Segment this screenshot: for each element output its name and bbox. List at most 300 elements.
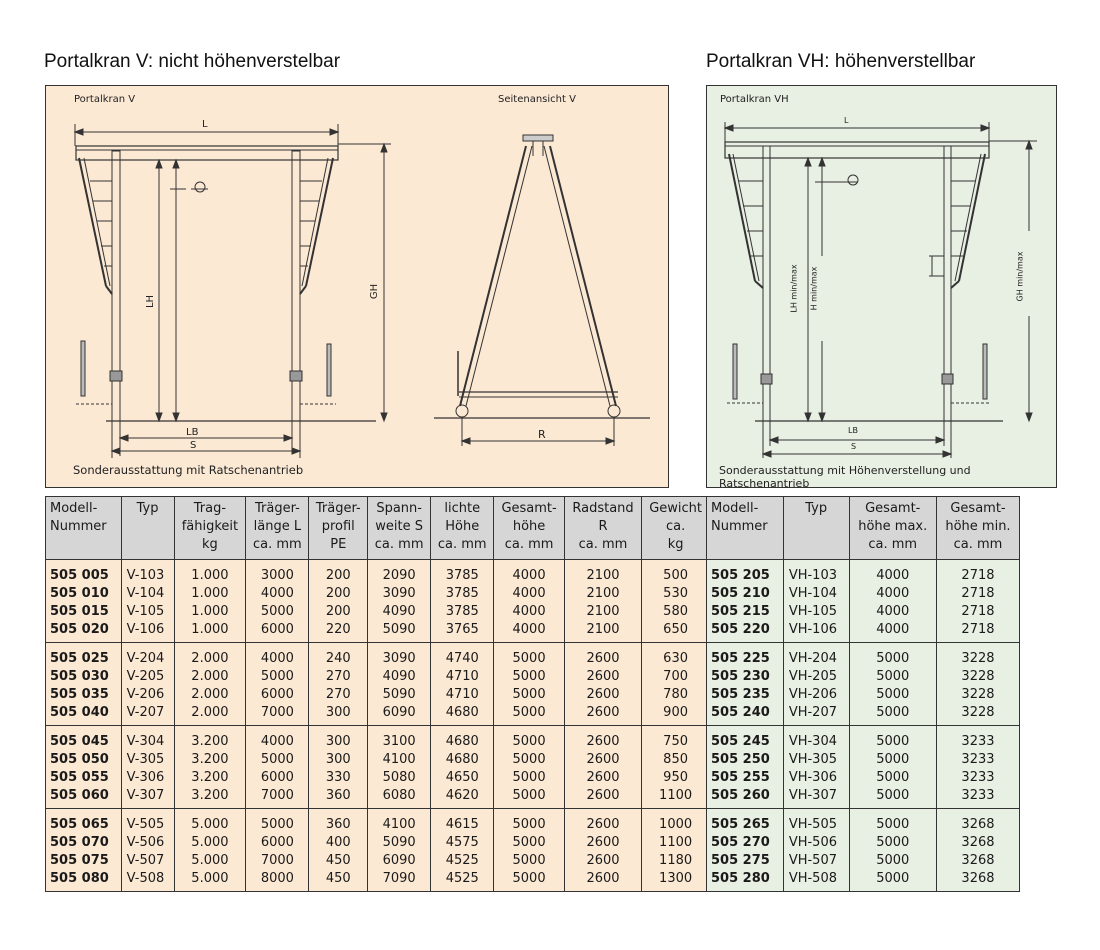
diagram-caption-v: Sonderausstattung mit Ratschenantrieb	[73, 463, 304, 477]
typ-cell: V-507	[121, 852, 174, 870]
modell-nummer-cell: 505 015	[46, 603, 122, 621]
typ-cell: VH-507	[783, 852, 849, 870]
value-cell: 950	[642, 769, 710, 787]
value-cell: 7000	[246, 787, 309, 809]
value-cell: 2600	[564, 668, 641, 686]
value-cell: 5000	[849, 769, 936, 787]
value-cell: 3268	[936, 852, 1019, 870]
value-cell: 7000	[246, 704, 309, 726]
value-cell: 2100	[564, 621, 641, 643]
typ-cell: V-306	[121, 769, 174, 787]
dim-label-l: L	[844, 116, 849, 125]
col-header-typ: Typ	[121, 497, 174, 560]
table-row	[707, 834, 1020, 852]
value-cell: 3233	[936, 726, 1019, 752]
side-view-title: Seitenansicht V	[498, 94, 576, 105]
value-cell: 3268	[936, 834, 1019, 852]
table-row	[46, 870, 710, 892]
heading-portalkran-vh: Portalkran VH: höhenverstellbar	[706, 51, 976, 72]
dim-label-s: S	[190, 440, 197, 451]
value-cell: 750	[642, 726, 710, 752]
value-cell: 270	[309, 668, 368, 686]
table-row	[707, 769, 1020, 787]
value-cell: 2.000	[174, 686, 246, 704]
typ-cell: V-106	[121, 621, 174, 643]
value-cell: 360	[309, 809, 368, 835]
value-cell: 7090	[368, 870, 431, 892]
table-row	[707, 585, 1020, 603]
value-cell: 300	[309, 704, 368, 726]
table-row	[707, 726, 1020, 752]
typ-cell: VH-304	[783, 726, 849, 752]
col-header-traegerlaenge: Träger- länge L ca. mm	[246, 497, 309, 560]
typ-cell: VH-305	[783, 751, 849, 769]
value-cell: 2.000	[174, 668, 246, 686]
value-cell: 5000	[849, 834, 936, 852]
value-cell: 2090	[368, 560, 431, 586]
value-cell: 3090	[368, 585, 431, 603]
value-cell: 2718	[936, 585, 1019, 603]
value-cell: 5090	[368, 686, 431, 704]
table-row	[707, 852, 1020, 870]
value-cell: 2600	[564, 686, 641, 704]
value-cell: 5000	[849, 686, 936, 704]
table-header-row	[707, 497, 1020, 560]
value-cell: 300	[309, 726, 368, 752]
value-cell: 4000	[246, 585, 309, 603]
table-row	[46, 585, 710, 603]
value-cell: 3228	[936, 643, 1019, 669]
diagram-caption-vh: Sonderausstattung mit Höhenverstellung und Ratschenantrieb	[719, 464, 971, 490]
value-cell: 4000	[849, 621, 936, 643]
dim-label-lb: LB	[186, 427, 199, 438]
value-cell: 5.000	[174, 834, 246, 852]
table-group	[707, 643, 1020, 726]
value-cell: 4090	[368, 603, 431, 621]
typ-cell: VH-506	[783, 834, 849, 852]
table-row	[707, 668, 1020, 686]
typ-cell: V-207	[121, 704, 174, 726]
table-group	[707, 726, 1020, 809]
value-cell: 2.000	[174, 643, 246, 669]
col-header-gesamthoehe: Gesamt- höhe ca. mm	[494, 497, 565, 560]
value-cell: 3785	[431, 603, 494, 621]
front-view-title: Portalkran V	[74, 94, 136, 105]
col-header-gesamthoehe-min: Gesamt- höhe min. ca. mm	[936, 497, 1019, 560]
modell-nummer-cell: 505 265	[707, 809, 784, 835]
table-row	[46, 751, 710, 769]
value-cell: 5000	[494, 643, 565, 669]
value-cell: 4000	[494, 621, 565, 643]
value-cell: 5000	[246, 809, 309, 835]
typ-cell: VH-206	[783, 686, 849, 704]
value-cell: 2600	[564, 769, 641, 787]
modell-nummer-cell: 505 235	[707, 686, 784, 704]
value-cell: 450	[309, 852, 368, 870]
value-cell: 5000	[494, 769, 565, 787]
modell-nummer-cell: 505 005	[46, 560, 122, 586]
value-cell: 3228	[936, 668, 1019, 686]
table-row	[707, 621, 1020, 643]
modell-nummer-cell: 505 280	[707, 870, 784, 892]
value-cell: 5000	[494, 751, 565, 769]
value-cell: 300	[309, 751, 368, 769]
table-row	[46, 560, 710, 586]
modell-nummer-cell: 505 275	[707, 852, 784, 870]
table-row	[707, 704, 1020, 726]
dim-label-gh: GH	[369, 283, 381, 300]
value-cell: 4620	[431, 787, 494, 809]
value-cell: 3268	[936, 870, 1019, 892]
value-cell: 780	[642, 686, 710, 704]
value-cell: 3.200	[174, 787, 246, 809]
dim-label-lb: LB	[848, 426, 858, 435]
table-row	[46, 834, 710, 852]
table-row	[707, 809, 1020, 835]
table-row	[46, 809, 710, 835]
typ-cell: V-508	[121, 870, 174, 892]
typ-cell: VH-104	[783, 585, 849, 603]
modell-nummer-cell: 505 075	[46, 852, 122, 870]
value-cell: 1.000	[174, 621, 246, 643]
table-group	[46, 809, 710, 892]
typ-cell: V-304	[121, 726, 174, 752]
col-header-spannweite: Spann- weite S ca. mm	[368, 497, 431, 560]
modell-nummer-cell: 505 035	[46, 686, 122, 704]
spec-table-vh	[706, 496, 1020, 892]
value-cell: 3100	[368, 726, 431, 752]
value-cell: 400	[309, 834, 368, 852]
value-cell: 3090	[368, 643, 431, 669]
table-row	[46, 787, 710, 809]
value-cell: 3233	[936, 769, 1019, 787]
modell-nummer-cell: 505 050	[46, 751, 122, 769]
value-cell: 5000	[849, 643, 936, 669]
value-cell: 220	[309, 621, 368, 643]
dim-label-l: L	[202, 119, 208, 130]
value-cell: 5000	[494, 726, 565, 752]
typ-cell: VH-105	[783, 603, 849, 621]
value-cell: 4710	[431, 686, 494, 704]
value-cell: 3268	[936, 809, 1019, 835]
typ-cell: V-103	[121, 560, 174, 586]
value-cell: 6000	[246, 686, 309, 704]
value-cell: 5000	[494, 809, 565, 835]
value-cell: 5000	[246, 603, 309, 621]
modell-nummer-cell: 505 080	[46, 870, 122, 892]
dim-label-gh-minmax: GH min/max	[1015, 251, 1025, 302]
table-row	[707, 686, 1020, 704]
value-cell: 3.200	[174, 751, 246, 769]
typ-cell: V-105	[121, 603, 174, 621]
table-group	[46, 643, 710, 726]
value-cell: 4000	[494, 603, 565, 621]
value-cell: 530	[642, 585, 710, 603]
value-cell: 4000	[849, 603, 936, 621]
value-cell: 270	[309, 686, 368, 704]
typ-cell: V-104	[121, 585, 174, 603]
value-cell: 6000	[246, 834, 309, 852]
modell-nummer-cell: 505 030	[46, 668, 122, 686]
modell-nummer-cell: 505 205	[707, 560, 784, 586]
value-cell: 3233	[936, 787, 1019, 809]
value-cell: 3228	[936, 686, 1019, 704]
table-row	[46, 686, 710, 704]
modell-nummer-cell: 505 020	[46, 621, 122, 643]
value-cell: 200	[309, 585, 368, 603]
col-header-gesamthoehe-max: Gesamt- höhe max. ca. mm	[849, 497, 936, 560]
value-cell: 630	[642, 643, 710, 669]
table-row	[46, 603, 710, 621]
value-cell: 5000	[494, 834, 565, 852]
table-row	[46, 726, 710, 752]
table-row	[707, 603, 1020, 621]
value-cell: 5000	[849, 751, 936, 769]
typ-cell: V-305	[121, 751, 174, 769]
value-cell: 4100	[368, 809, 431, 835]
value-cell: 4000	[849, 560, 936, 586]
table-row	[46, 643, 710, 669]
value-cell: 4525	[431, 870, 494, 892]
spec-table-v	[45, 496, 710, 892]
table-row	[707, 560, 1020, 586]
typ-cell: V-204	[121, 643, 174, 669]
value-cell: 580	[642, 603, 710, 621]
value-cell: 2600	[564, 787, 641, 809]
value-cell: 4740	[431, 643, 494, 669]
value-cell: 4000	[246, 726, 309, 752]
value-cell: 3.200	[174, 726, 246, 752]
typ-cell: V-205	[121, 668, 174, 686]
value-cell: 5000	[849, 852, 936, 870]
dim-label-lh-minmax: LH min/max	[789, 264, 799, 313]
value-cell: 4000	[494, 585, 565, 603]
modell-nummer-cell: 505 230	[707, 668, 784, 686]
value-cell: 850	[642, 751, 710, 769]
value-cell: 3785	[431, 560, 494, 586]
value-cell: 200	[309, 603, 368, 621]
value-cell: 2718	[936, 603, 1019, 621]
value-cell: 330	[309, 769, 368, 787]
table-group	[707, 809, 1020, 892]
value-cell: 5000	[494, 787, 565, 809]
table-row	[46, 621, 710, 643]
table-group	[707, 560, 1020, 643]
value-cell: 2100	[564, 585, 641, 603]
diagram-panel-v	[45, 85, 669, 488]
value-cell: 4680	[431, 726, 494, 752]
value-cell: 5000	[494, 686, 565, 704]
table-group	[46, 726, 710, 809]
col-header-lichte-hoehe: lichte Höhe ca. mm	[431, 497, 494, 560]
typ-cell: VH-207	[783, 704, 849, 726]
value-cell: 5000	[849, 726, 936, 752]
value-cell: 900	[642, 704, 710, 726]
value-cell: 2600	[564, 751, 641, 769]
value-cell: 5000	[849, 787, 936, 809]
modell-nummer-cell: 505 010	[46, 585, 122, 603]
diagram-panel-vh	[706, 85, 1057, 488]
heading-portalkran-v: Portalkran V: nicht höhenverstelbar	[44, 51, 341, 72]
value-cell: 5.000	[174, 870, 246, 892]
value-cell: 5000	[494, 704, 565, 726]
value-cell: 6090	[368, 704, 431, 726]
vh-view-title: Portalkran VH	[720, 94, 789, 105]
table-row	[707, 787, 1020, 809]
modell-nummer-cell: 505 065	[46, 809, 122, 835]
value-cell: 6090	[368, 852, 431, 870]
typ-cell: VH-508	[783, 870, 849, 892]
table-group	[46, 560, 710, 643]
value-cell: 5090	[368, 621, 431, 643]
value-cell: 2600	[564, 726, 641, 752]
value-cell: 3000	[246, 560, 309, 586]
value-cell: 3785	[431, 585, 494, 603]
value-cell: 3765	[431, 621, 494, 643]
value-cell: 1.000	[174, 603, 246, 621]
table-row	[46, 852, 710, 870]
modell-nummer-cell: 505 250	[707, 751, 784, 769]
table-row	[707, 643, 1020, 669]
modell-nummer-cell: 505 025	[46, 643, 122, 669]
value-cell: 5000	[849, 870, 936, 892]
value-cell: 650	[642, 621, 710, 643]
value-cell: 5000	[849, 809, 936, 835]
value-cell: 700	[642, 668, 710, 686]
col-header-modell: Modell- Nummer	[707, 497, 784, 560]
typ-cell: VH-306	[783, 769, 849, 787]
value-cell: 4710	[431, 668, 494, 686]
value-cell: 3.200	[174, 769, 246, 787]
value-cell: 3233	[936, 751, 1019, 769]
value-cell: 2718	[936, 621, 1019, 643]
value-cell: 4615	[431, 809, 494, 835]
value-cell: 2600	[564, 870, 641, 892]
value-cell: 1300	[642, 870, 710, 892]
value-cell: 2718	[936, 560, 1019, 586]
value-cell: 2.000	[174, 704, 246, 726]
value-cell: 3228	[936, 704, 1019, 726]
typ-cell: VH-505	[783, 809, 849, 835]
value-cell: 450	[309, 870, 368, 892]
modell-nummer-cell: 505 045	[46, 726, 122, 752]
modell-nummer-cell: 505 245	[707, 726, 784, 752]
table-row	[46, 668, 710, 686]
typ-cell: VH-103	[783, 560, 849, 586]
col-header-tragfaehigkeit: Trag- fähigkeit kg	[174, 497, 246, 560]
value-cell: 1180	[642, 852, 710, 870]
col-header-modell: Modell- Nummer	[46, 497, 122, 560]
value-cell: 5000	[849, 704, 936, 726]
value-cell: 5080	[368, 769, 431, 787]
typ-cell: V-506	[121, 834, 174, 852]
modell-nummer-cell: 505 260	[707, 787, 784, 809]
typ-cell: V-206	[121, 686, 174, 704]
value-cell: 2100	[564, 560, 641, 586]
dim-label-lh: LH	[145, 294, 157, 309]
value-cell: 240	[309, 643, 368, 669]
dim-label-r: R	[538, 428, 546, 441]
value-cell: 5090	[368, 834, 431, 852]
value-cell: 1000	[642, 809, 710, 835]
value-cell: 2600	[564, 643, 641, 669]
value-cell: 200	[309, 560, 368, 586]
value-cell: 4000	[246, 643, 309, 669]
value-cell: 1100	[642, 834, 710, 852]
modell-nummer-cell: 505 040	[46, 704, 122, 726]
dim-label-h-minmax: H min/max	[809, 266, 819, 311]
value-cell: 5.000	[174, 809, 246, 835]
value-cell: 1100	[642, 787, 710, 809]
modell-nummer-cell: 505 255	[707, 769, 784, 787]
modell-nummer-cell: 505 240	[707, 704, 784, 726]
value-cell: 4680	[431, 704, 494, 726]
value-cell: 4575	[431, 834, 494, 852]
value-cell: 5.000	[174, 852, 246, 870]
value-cell: 5000	[246, 668, 309, 686]
col-header-traegerprofil: Träger- profil PE	[309, 497, 368, 560]
typ-cell: V-505	[121, 809, 174, 835]
typ-cell: VH-307	[783, 787, 849, 809]
modell-nummer-cell: 505 215	[707, 603, 784, 621]
table-header-row	[46, 497, 710, 560]
value-cell: 5000	[494, 852, 565, 870]
col-header-gewicht: Gewicht ca. kg	[642, 497, 710, 560]
typ-cell: VH-205	[783, 668, 849, 686]
value-cell: 4000	[849, 585, 936, 603]
value-cell: 2600	[564, 834, 641, 852]
table-row	[707, 870, 1020, 892]
portalkran-vh-drawing	[707, 86, 1058, 489]
value-cell: 5000	[494, 668, 565, 686]
value-cell: 4525	[431, 852, 494, 870]
modell-nummer-cell: 505 060	[46, 787, 122, 809]
modell-nummer-cell: 505 070	[46, 834, 122, 852]
col-header-radstand: Radstand R ca. mm	[564, 497, 641, 560]
value-cell: 1.000	[174, 560, 246, 586]
modell-nummer-cell: 505 225	[707, 643, 784, 669]
value-cell: 4000	[494, 560, 565, 586]
table-row	[46, 769, 710, 787]
value-cell: 2600	[564, 809, 641, 835]
dim-label-s: S	[851, 442, 857, 451]
value-cell: 6000	[246, 769, 309, 787]
value-cell: 1.000	[174, 585, 246, 603]
modell-nummer-cell: 505 210	[707, 585, 784, 603]
value-cell: 4680	[431, 751, 494, 769]
value-cell: 500	[642, 560, 710, 586]
value-cell: 360	[309, 787, 368, 809]
value-cell: 2100	[564, 603, 641, 621]
value-cell: 4090	[368, 668, 431, 686]
table-row	[707, 751, 1020, 769]
typ-cell: VH-204	[783, 643, 849, 669]
value-cell: 8000	[246, 870, 309, 892]
table-row	[46, 704, 710, 726]
value-cell: 6080	[368, 787, 431, 809]
portalkran-v-drawing	[46, 86, 670, 489]
value-cell: 5000	[494, 870, 565, 892]
modell-nummer-cell: 505 270	[707, 834, 784, 852]
value-cell: 5000	[849, 668, 936, 686]
modell-nummer-cell: 505 220	[707, 621, 784, 643]
value-cell: 7000	[246, 852, 309, 870]
col-header-typ: Typ	[783, 497, 849, 560]
value-cell: 5000	[246, 751, 309, 769]
value-cell: 2600	[564, 704, 641, 726]
value-cell: 4100	[368, 751, 431, 769]
typ-cell: VH-106	[783, 621, 849, 643]
